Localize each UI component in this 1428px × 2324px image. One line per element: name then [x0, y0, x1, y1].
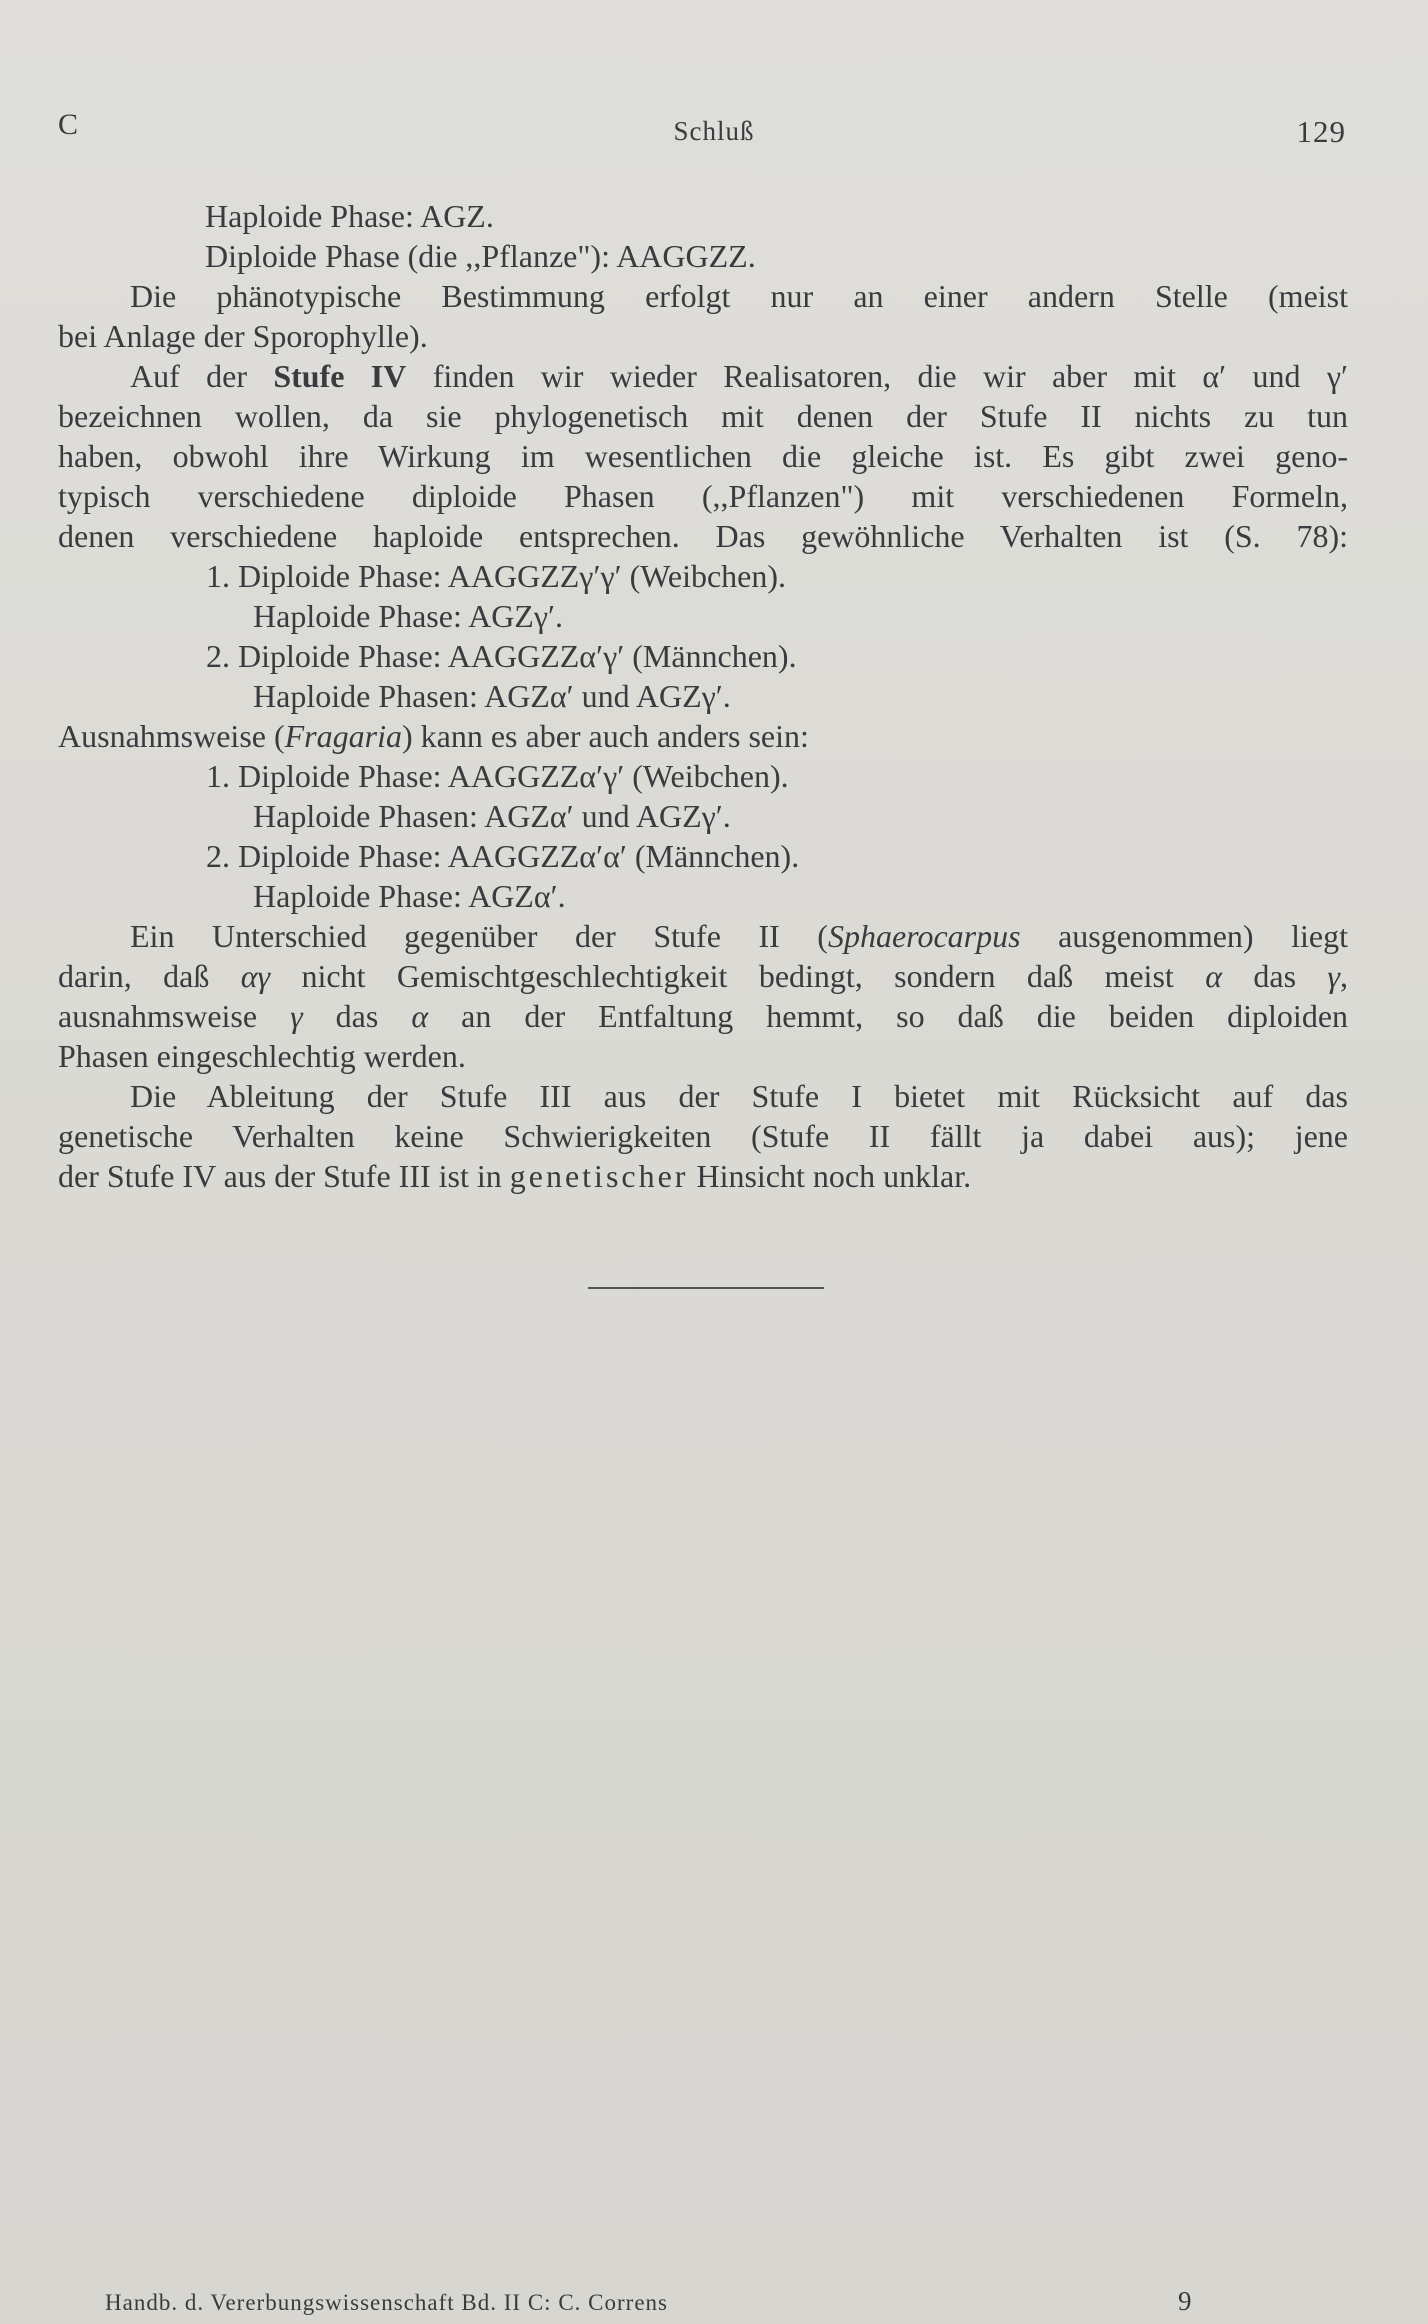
formula-line: 2. Diploide Phase: AAGGZZα′α′ (Männchen). — [206, 838, 800, 874]
text-line: Die Ableitung der Stufe III aus der Stufe I bietet mit Rücksicht auf das — [130, 1078, 1348, 1114]
text-line: der Stufe IV aus der Stufe III ist in genetischer Hinsicht noch unklar. — [58, 1158, 972, 1194]
body-text — [58, 196, 1348, 1196]
page-number: 129 — [1296, 114, 1346, 149]
text-line: ausnahmsweise γ das α an der Entfaltung hemmt, so daß die beiden diploiden — [58, 998, 1349, 1034]
text-line: Phasen eingeschlechtig werden. — [58, 1038, 466, 1074]
formula-line: 2. Diploide Phase: AAGGZZα′γ′ (Männchen). — [206, 638, 797, 674]
text-line: bei Anlage der Sporophylle). — [58, 318, 428, 354]
italic-term: Sphaerocarpus — [827, 918, 1021, 954]
formula-line: Haploide Phase: AGZγ′. — [253, 598, 563, 634]
formula-line: Haploide Phasen: AGZα′ und AGZγ′. — [253, 678, 731, 714]
text-line: Haploide Phase: AGZ. — [205, 198, 494, 234]
text-line: bezeichnen wollen, da sie phylogenetisch mit denen der Stufe II nichts zu tun — [58, 398, 1348, 434]
running-head — [0, 108, 1428, 148]
spaced-term: genetischer — [509, 1158, 689, 1194]
section-letter: C — [58, 108, 79, 141]
text-line: genetische Verhalten keine Schwierigkeiten (Stufe II fällt ja dabei aus); jene — [58, 1118, 1348, 1154]
text-line: haben, obwohl ihre Wirkung im wesentlichen die gleiche ist. Es gibt zwei geno- — [58, 438, 1348, 474]
text-line: darin, daß αγ nicht Gemischtgeschlechtigkeit bedingt, sondern daß meist α das γ, — [58, 958, 1349, 994]
running-title: Schluß — [673, 116, 755, 146]
signature-number: 9 — [1178, 2286, 1192, 2316]
formula-line: 1. Diploide Phase: AAGGZZα′γ′ (Weibchen). — [206, 758, 789, 794]
footer-citation: Handb. d. Vererbungswissenschaft Bd. II C: C. Correns — [105, 2290, 668, 2315]
text-line: denen verschiedene haploide entsprechen. Das gewöhnliche Verhalten ist (S. 78): — [58, 518, 1348, 554]
bold-term: Stufe IV — [273, 358, 407, 394]
text-line: typisch verschiedene diploide Phasen (,,Pflanzen") mit verschiedenen Formeln, — [58, 478, 1348, 514]
formula-line: Haploide Phasen: AGZα′ und AGZγ′. — [253, 798, 731, 834]
italic-term: Fragaria — [284, 718, 402, 754]
formula-line: 1. Diploide Phase: AAGGZZγ′γ′ (Weibchen). — [206, 558, 787, 594]
text-line: Die phänotypische Bestimmung erfolgt nur an einer andern Stelle (meist — [130, 278, 1348, 314]
text-line: Auf der Stufe IV finden wir wieder Realisatoren, die wir aber mit α′ und γ′ — [130, 358, 1349, 394]
formula-line: Haploide Phase: AGZα′. — [253, 878, 566, 914]
page-footer — [0, 2286, 1428, 2320]
section-divider — [588, 1287, 824, 1289]
text-line: Ein Unterschied gegenüber der Stufe II (Sphaerocarpus ausgenommen) liegt — [130, 918, 1349, 954]
text-line: Ausnahmsweise (Fragaria) kann es aber auch anders sein: — [58, 718, 809, 754]
text-line: Diploide Phase (die ,,Pflanze"): AAGGZZ. — [205, 238, 756, 274]
